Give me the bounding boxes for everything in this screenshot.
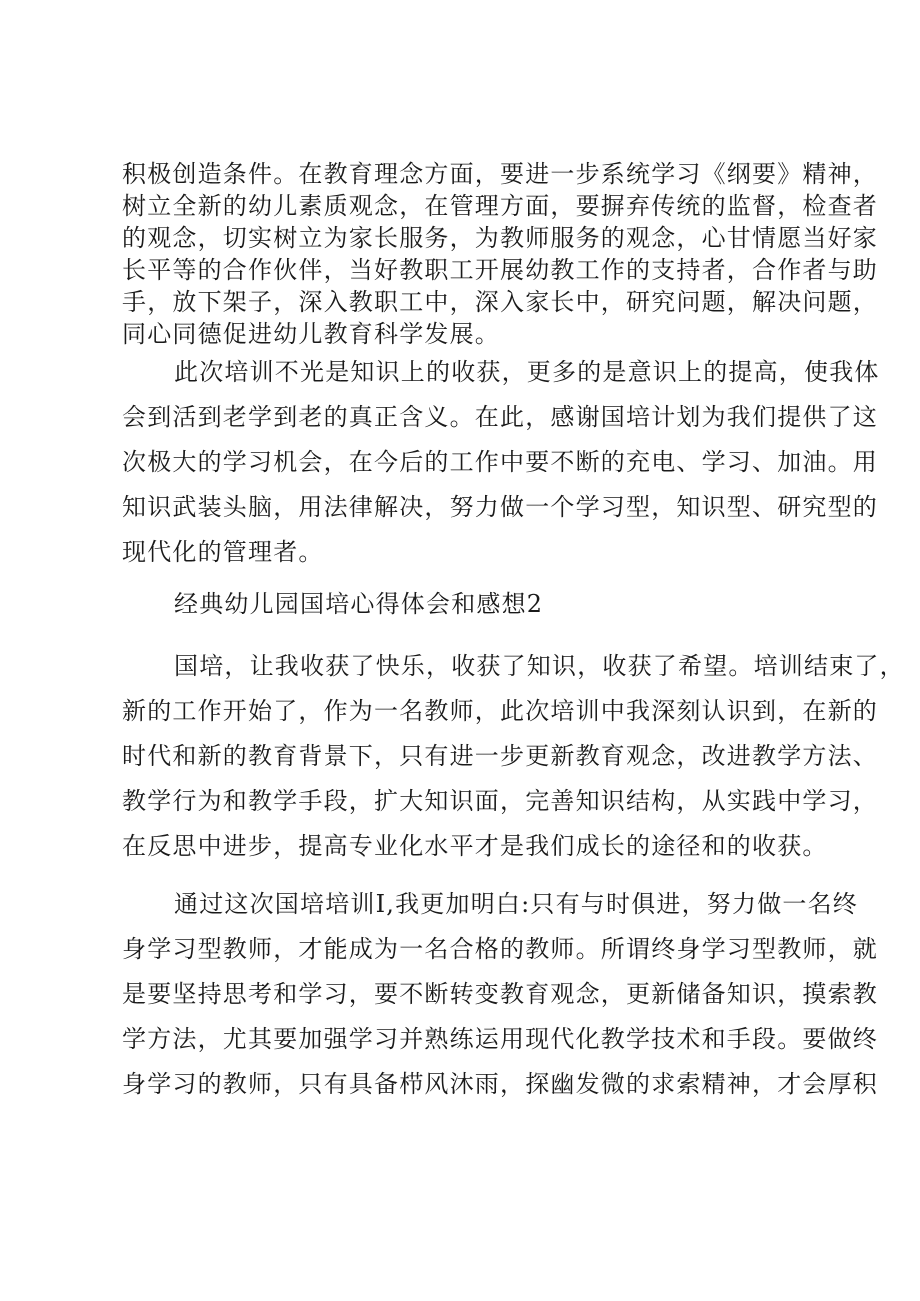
section-heading: 经典幼儿园国培心得体会和感想2	[174, 590, 544, 618]
text-line: 学方法，尤其要加强学习并熟练运用现代化教学技术和手段。要做终	[122, 1025, 878, 1053]
text-line: 国培，让我收获了快乐，收获了知识，收获了希望。培训结束了，	[174, 652, 905, 680]
text-line: 在反思中进步，提高专业化水平才是我们成长的途径和的收获。	[122, 832, 828, 860]
paragraph-training-gains	[122, 350, 880, 575]
text-line: 的观念，切实树立为家长服务，为教师服务的观念，心甘情愿当好家	[122, 224, 878, 252]
text-line: 知识武装头脑，用法律解决，努力做一个学习型，知识型、研究型的	[122, 493, 878, 521]
paragraph-continuation	[122, 158, 878, 350]
paragraph-lifelong-learning	[122, 882, 878, 1107]
text-line: 积极创造条件。在教育理念方面，要进一步系统学习《纲要》精神，	[122, 160, 878, 188]
paragraph-national-training	[122, 644, 905, 869]
text-line: 手，放下架子，深入教职工中，深入家长中，研究问题，解决问题，	[122, 288, 878, 316]
text-line: 现代化的管理者。	[122, 538, 324, 566]
text-line: 身学习型教师，才能成为一名合格的教师。所谓终身学习型教师，就	[122, 935, 878, 963]
text-line: 通过这次国培培训I,我更加明白:只有与时俱进，努力做一名终	[174, 890, 858, 918]
text-line: 新的工作开始了，作为一名教师，此次培训中我深刻认识到，在新的	[122, 697, 878, 725]
text-line: 此次培训不光是知识上的收获，更多的是意识上的提高，使我体	[174, 358, 880, 386]
text-line: 次极大的学习机会，在今后的工作中要不断的充电、学习、加油。用	[122, 448, 878, 476]
text-line: 教学行为和教学手段，扩大知识面，完善知识结构，从实践中学习，	[122, 787, 878, 815]
text-line: 时代和新的教育背景下，只有进一步更新教育观念，改进教学方法、	[122, 742, 878, 770]
text-line: 是要坚持思考和学习，要不断转变教育观念，更新储备知识，摸索教	[122, 980, 878, 1008]
text-line: 会到活到老学到老的真正含义。在此，感谢国培计划为我们提供了这	[122, 403, 878, 431]
text-line: 长平等的合作伙伴，当好教职工开展幼教工作的支持者，合作者与助	[122, 256, 878, 284]
text-line: 身学习的教师，只有具备栉风沐雨，探幽发微的求索精神，才会厚积	[122, 1070, 878, 1098]
text-line: 树立全新的幼儿素质观念，在管理方面，要摒弃传统的监督，检查者	[122, 192, 878, 220]
text-line: 同心同德促进幼儿教育科学发展。	[122, 320, 500, 348]
